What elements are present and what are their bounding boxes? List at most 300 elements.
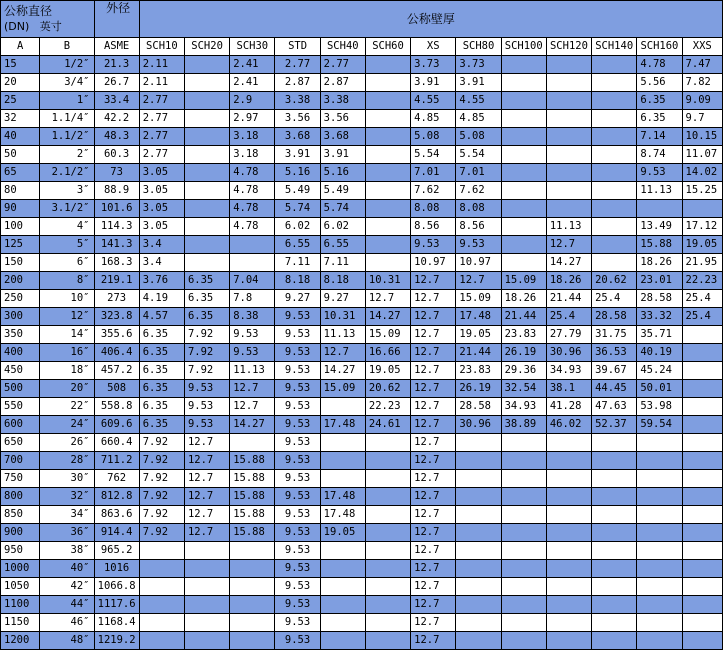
cell-b: 1.1/2″ [40, 128, 94, 146]
cell-sch20: 9.53 [184, 398, 229, 416]
cell-sch120: 25.4 [546, 308, 591, 326]
cell-sch140 [592, 182, 637, 200]
cell-sch10 [139, 560, 184, 578]
cell-sch20: 12.7 [184, 506, 229, 524]
cell-sch10: 7.92 [139, 506, 184, 524]
cell-b: 5″ [40, 236, 94, 254]
cell-sch80: 8.56 [456, 218, 501, 236]
cell-asme: 965.2 [94, 542, 139, 560]
cell-b: 46″ [40, 614, 94, 632]
cell-sch30 [230, 578, 275, 596]
cell-sch30: 15.88 [230, 452, 275, 470]
cell-std: 9.53 [275, 416, 320, 434]
cell-b: 20″ [40, 380, 94, 398]
cell-sch20: 12.7 [184, 488, 229, 506]
cell-xxs: 17.12 [682, 218, 722, 236]
cell-sch20 [184, 254, 229, 272]
cell-a: 450 [1, 362, 40, 380]
cell-sch100 [501, 128, 546, 146]
cell-a: 1000 [1, 560, 40, 578]
cell-sch140: 25.4 [592, 290, 637, 308]
cell-sch140: 47.63 [592, 398, 637, 416]
cell-std: 9.53 [275, 506, 320, 524]
cell-sch140 [592, 488, 637, 506]
cell-sch100: 18.26 [501, 290, 546, 308]
cell-sch140 [592, 236, 637, 254]
cell-a: 25 [1, 92, 40, 110]
cell-sch60: 16.66 [365, 344, 410, 362]
cell-std: 6.55 [275, 236, 320, 254]
cell-sch40 [320, 434, 365, 452]
cell-std: 8.18 [275, 272, 320, 290]
column-header-asme: ASME [94, 38, 139, 56]
table-row [1, 380, 723, 398]
cell-std: 3.68 [275, 128, 320, 146]
cell-asme: 273 [94, 290, 139, 308]
cell-sch40: 5.74 [320, 200, 365, 218]
inch-label: 英寸 [39, 20, 62, 33]
cell-sch100 [501, 578, 546, 596]
cell-xs: 12.7 [411, 272, 456, 290]
cell-sch20: 6.35 [184, 290, 229, 308]
cell-a: 950 [1, 542, 40, 560]
cell-sch160: 53.98 [637, 398, 682, 416]
cell-sch100: 32.54 [501, 380, 546, 398]
cell-a: 350 [1, 326, 40, 344]
cell-sch160: 9.53 [637, 164, 682, 182]
cell-sch10: 7.92 [139, 488, 184, 506]
cell-sch20 [184, 74, 229, 92]
cell-sch140 [592, 542, 637, 560]
cell-xs: 12.7 [411, 308, 456, 326]
cell-sch20 [184, 182, 229, 200]
cell-xxs: 9.7 [682, 110, 722, 128]
cell-asme: 1066.8 [94, 578, 139, 596]
cell-sch120 [546, 74, 591, 92]
cell-xxs [682, 632, 722, 650]
cell-xs: 7.01 [411, 164, 456, 182]
cell-asme: 168.3 [94, 254, 139, 272]
cell-sch60 [365, 470, 410, 488]
cell-sch80 [456, 578, 501, 596]
cell-sch40: 5.16 [320, 164, 365, 182]
cell-sch40: 3.56 [320, 110, 365, 128]
cell-sch120: 12.7 [546, 236, 591, 254]
cell-sch10: 6.35 [139, 344, 184, 362]
cell-xs: 12.7 [411, 452, 456, 470]
cell-xs: 12.7 [411, 632, 456, 650]
cell-std: 9.27 [275, 290, 320, 308]
cell-a: 1150 [1, 614, 40, 632]
cell-sch20: 12.7 [184, 524, 229, 542]
cell-b: 8″ [40, 272, 94, 290]
cell-sch20 [184, 596, 229, 614]
cell-sch100 [501, 434, 546, 452]
cell-a: 300 [1, 308, 40, 326]
cell-sch100 [501, 200, 546, 218]
cell-a: 90 [1, 200, 40, 218]
cell-sch60 [365, 452, 410, 470]
column-header-std: STD [275, 38, 320, 56]
cell-xxs [682, 470, 722, 488]
cell-sch20 [184, 110, 229, 128]
cell-sch140: 31.75 [592, 326, 637, 344]
cell-sch100 [501, 524, 546, 542]
cell-sch60 [365, 632, 410, 650]
column-header-xs: XS [411, 38, 456, 56]
cell-sch10: 6.35 [139, 398, 184, 416]
cell-sch140 [592, 110, 637, 128]
cell-sch60 [365, 236, 410, 254]
cell-sch30: 4.78 [230, 182, 275, 200]
cell-b: 2.1/2″ [40, 164, 94, 182]
cell-sch60 [365, 488, 410, 506]
cell-b: 18″ [40, 362, 94, 380]
outer-diameter-header: 外径 [94, 1, 139, 38]
cell-sch120 [546, 110, 591, 128]
table-row [1, 398, 723, 416]
cell-sch80: 17.48 [456, 308, 501, 326]
cell-xs: 12.7 [411, 560, 456, 578]
cell-sch100 [501, 560, 546, 578]
cell-sch140: 52.37 [592, 416, 637, 434]
cell-sch80: 4.85 [456, 110, 501, 128]
column-header-sch60: SCH60 [365, 38, 410, 56]
cell-std: 7.11 [275, 254, 320, 272]
cell-sch100 [501, 110, 546, 128]
cell-sch10: 6.35 [139, 362, 184, 380]
cell-sch100: 34.93 [501, 398, 546, 416]
cell-sch20: 6.35 [184, 272, 229, 290]
cell-a: 800 [1, 488, 40, 506]
cell-sch60 [365, 164, 410, 182]
cell-b: 3/4″ [40, 74, 94, 92]
cell-sch120: 21.44 [546, 290, 591, 308]
cell-sch160 [637, 452, 682, 470]
cell-sch100 [501, 488, 546, 506]
cell-sch40: 3.91 [320, 146, 365, 164]
cell-a: 750 [1, 470, 40, 488]
cell-sch120: 14.27 [546, 254, 591, 272]
cell-xxs: 11.07 [682, 146, 722, 164]
cell-sch120 [546, 182, 591, 200]
cell-std: 3.91 [275, 146, 320, 164]
cell-a: 700 [1, 452, 40, 470]
cell-xxs [682, 506, 722, 524]
cell-sch60: 20.62 [365, 380, 410, 398]
column-header-sch40: SCH40 [320, 38, 365, 56]
cell-b: 10″ [40, 290, 94, 308]
table-row [1, 560, 723, 578]
cell-sch100 [501, 74, 546, 92]
table-row [1, 434, 723, 452]
cell-sch30: 2.9 [230, 92, 275, 110]
cell-sch40 [320, 542, 365, 560]
cell-std: 9.53 [275, 362, 320, 380]
cell-a: 600 [1, 416, 40, 434]
cell-b: 34″ [40, 506, 94, 524]
cell-sch40 [320, 398, 365, 416]
cell-xxs: 22.23 [682, 272, 722, 290]
cell-sch100 [501, 164, 546, 182]
cell-sch60 [365, 92, 410, 110]
cell-sch40 [320, 560, 365, 578]
cell-sch120 [546, 560, 591, 578]
table-row [1, 362, 723, 380]
table-row [1, 488, 723, 506]
cell-b: 3″ [40, 182, 94, 200]
cell-sch120 [546, 200, 591, 218]
cell-xs: 12.7 [411, 614, 456, 632]
cell-sch140 [592, 578, 637, 596]
cell-std: 5.16 [275, 164, 320, 182]
cell-sch10: 2.77 [139, 92, 184, 110]
cell-sch30: 14.27 [230, 416, 275, 434]
cell-sch10 [139, 578, 184, 596]
cell-xxs: 19.05 [682, 236, 722, 254]
cell-sch30 [230, 596, 275, 614]
cell-std: 2.77 [275, 56, 320, 74]
cell-sch80: 5.54 [456, 146, 501, 164]
cell-sch30: 15.88 [230, 524, 275, 542]
table-row [1, 56, 723, 74]
table-row [1, 92, 723, 110]
cell-sch80: 5.08 [456, 128, 501, 146]
table-row [1, 218, 723, 236]
cell-sch160: 18.26 [637, 254, 682, 272]
column-header-b: B [40, 38, 94, 56]
table-row [1, 146, 723, 164]
cell-sch140 [592, 434, 637, 452]
cell-xs: 8.08 [411, 200, 456, 218]
cell-sch10: 2.11 [139, 74, 184, 92]
cell-sch60: 24.61 [365, 416, 410, 434]
cell-sch80: 7.62 [456, 182, 501, 200]
column-header-sch100: SCH100 [501, 38, 546, 56]
cell-sch160 [637, 542, 682, 560]
cell-sch100 [501, 452, 546, 470]
cell-xxs: 25.4 [682, 290, 722, 308]
cell-xs: 12.7 [411, 434, 456, 452]
cell-sch40: 3.68 [320, 128, 365, 146]
cell-sch10: 3.05 [139, 164, 184, 182]
cell-sch40 [320, 452, 365, 470]
cell-sch120 [546, 56, 591, 74]
cell-a: 125 [1, 236, 40, 254]
table-row [1, 524, 723, 542]
column-header-sch20: SCH20 [184, 38, 229, 56]
cell-asme: 812.8 [94, 488, 139, 506]
cell-sch80 [456, 488, 501, 506]
cell-sch100 [501, 218, 546, 236]
cell-sch30: 4.78 [230, 218, 275, 236]
cell-sch60 [365, 254, 410, 272]
cell-sch160: 33.32 [637, 308, 682, 326]
cell-sch40 [320, 470, 365, 488]
cell-sch140 [592, 200, 637, 218]
cell-xxs [682, 452, 722, 470]
cell-sch160 [637, 578, 682, 596]
cell-sch30 [230, 236, 275, 254]
cell-sch40 [320, 596, 365, 614]
cell-sch60 [365, 110, 410, 128]
cell-a: 400 [1, 344, 40, 362]
cell-b: 16″ [40, 344, 94, 362]
cell-sch140: 39.67 [592, 362, 637, 380]
cell-xxs: 15.25 [682, 182, 722, 200]
cell-sch140: 36.53 [592, 344, 637, 362]
cell-sch120 [546, 596, 591, 614]
cell-sch10: 3.05 [139, 218, 184, 236]
cell-xs: 12.7 [411, 596, 456, 614]
cell-sch140 [592, 560, 637, 578]
cell-sch120 [546, 452, 591, 470]
cell-sch10: 7.92 [139, 524, 184, 542]
column-header-sch30: SCH30 [230, 38, 275, 56]
cell-sch60 [365, 542, 410, 560]
cell-sch120 [546, 128, 591, 146]
cell-asme: 114.3 [94, 218, 139, 236]
cell-sch160 [637, 596, 682, 614]
table-row [1, 308, 723, 326]
cell-sch80 [456, 596, 501, 614]
cell-sch140: 20.62 [592, 272, 637, 290]
table-row [1, 632, 723, 650]
cell-sch10 [139, 632, 184, 650]
cell-xs: 12.7 [411, 524, 456, 542]
table-row [1, 182, 723, 200]
cell-sch20: 7.92 [184, 326, 229, 344]
cell-sch120 [546, 632, 591, 650]
cell-sch100: 26.19 [501, 344, 546, 362]
cell-xs: 12.7 [411, 344, 456, 362]
cell-xxs: 7.47 [682, 56, 722, 74]
cell-sch30: 3.18 [230, 128, 275, 146]
cell-sch20: 12.7 [184, 452, 229, 470]
table-row [1, 326, 723, 344]
cell-a: 850 [1, 506, 40, 524]
cell-sch100 [501, 254, 546, 272]
cell-sch140: 44.45 [592, 380, 637, 398]
cell-sch140 [592, 632, 637, 650]
cell-b: 1/2″ [40, 56, 94, 74]
cell-xxs: 7.82 [682, 74, 722, 92]
cell-sch30: 2.41 [230, 74, 275, 92]
cell-xs: 3.91 [411, 74, 456, 92]
table-row [1, 164, 723, 182]
cell-std: 5.74 [275, 200, 320, 218]
cell-std: 9.53 [275, 632, 320, 650]
cell-sch120: 11.13 [546, 218, 591, 236]
cell-std: 9.53 [275, 308, 320, 326]
table-row [1, 290, 723, 308]
cell-sch60 [365, 434, 410, 452]
cell-sch40: 2.77 [320, 56, 365, 74]
cell-sch160: 5.56 [637, 74, 682, 92]
cell-std: 9.53 [275, 560, 320, 578]
cell-xs: 12.7 [411, 488, 456, 506]
cell-a: 650 [1, 434, 40, 452]
cell-b: 32″ [40, 488, 94, 506]
cell-xxs [682, 560, 722, 578]
cell-xs: 10.97 [411, 254, 456, 272]
cell-asme: 141.3 [94, 236, 139, 254]
cell-b: 42″ [40, 578, 94, 596]
cell-a: 1200 [1, 632, 40, 650]
cell-sch160 [637, 614, 682, 632]
cell-sch20: 12.7 [184, 434, 229, 452]
cell-std: 9.53 [275, 326, 320, 344]
cell-std: 9.53 [275, 524, 320, 542]
cell-sch30: 4.78 [230, 164, 275, 182]
cell-sch100 [501, 92, 546, 110]
cell-sch60 [365, 218, 410, 236]
cell-sch100 [501, 182, 546, 200]
cell-sch160 [637, 560, 682, 578]
cell-a: 65 [1, 164, 40, 182]
cell-sch20 [184, 56, 229, 74]
cell-sch140: 28.58 [592, 308, 637, 326]
cell-sch120: 41.28 [546, 398, 591, 416]
table-row [1, 506, 723, 524]
cell-sch30: 2.97 [230, 110, 275, 128]
cell-sch80 [456, 434, 501, 452]
cell-sch140 [592, 74, 637, 92]
cell-xs: 5.54 [411, 146, 456, 164]
cell-xxs [682, 326, 722, 344]
cell-sch100 [501, 236, 546, 254]
cell-asme: 1117.6 [94, 596, 139, 614]
column-header-sch10: SCH10 [139, 38, 184, 56]
table-row [1, 74, 723, 92]
cell-sch40: 9.27 [320, 290, 365, 308]
cell-sch30: 8.38 [230, 308, 275, 326]
cell-sch80: 4.55 [456, 92, 501, 110]
cell-xxs [682, 380, 722, 398]
cell-sch80: 8.08 [456, 200, 501, 218]
cell-sch40: 7.11 [320, 254, 365, 272]
cell-sch60 [365, 506, 410, 524]
cell-xxs [682, 524, 722, 542]
cell-sch60 [365, 56, 410, 74]
cell-sch60 [365, 596, 410, 614]
column-header-row [1, 38, 723, 56]
cell-xs: 8.56 [411, 218, 456, 236]
cell-sch160: 13.49 [637, 218, 682, 236]
cell-sch30: 4.78 [230, 200, 275, 218]
cell-asme: 863.6 [94, 506, 139, 524]
cell-sch10: 7.92 [139, 470, 184, 488]
cell-sch30: 15.88 [230, 488, 275, 506]
cell-sch100 [501, 632, 546, 650]
cell-sch120 [546, 542, 591, 560]
cell-xs: 7.62 [411, 182, 456, 200]
cell-sch160: 6.35 [637, 110, 682, 128]
cell-sch160: 28.58 [637, 290, 682, 308]
cell-asme: 762 [94, 470, 139, 488]
cell-sch140 [592, 596, 637, 614]
dn-label: (DN) [4, 20, 30, 33]
cell-sch80 [456, 506, 501, 524]
cell-sch10: 3.76 [139, 272, 184, 290]
cell-sch30: 3.18 [230, 146, 275, 164]
cell-sch120: 18.26 [546, 272, 591, 290]
cell-sch10: 3.05 [139, 182, 184, 200]
cell-b: 1″ [40, 92, 94, 110]
cell-xxs [682, 398, 722, 416]
cell-sch40: 6.55 [320, 236, 365, 254]
table-row [1, 128, 723, 146]
